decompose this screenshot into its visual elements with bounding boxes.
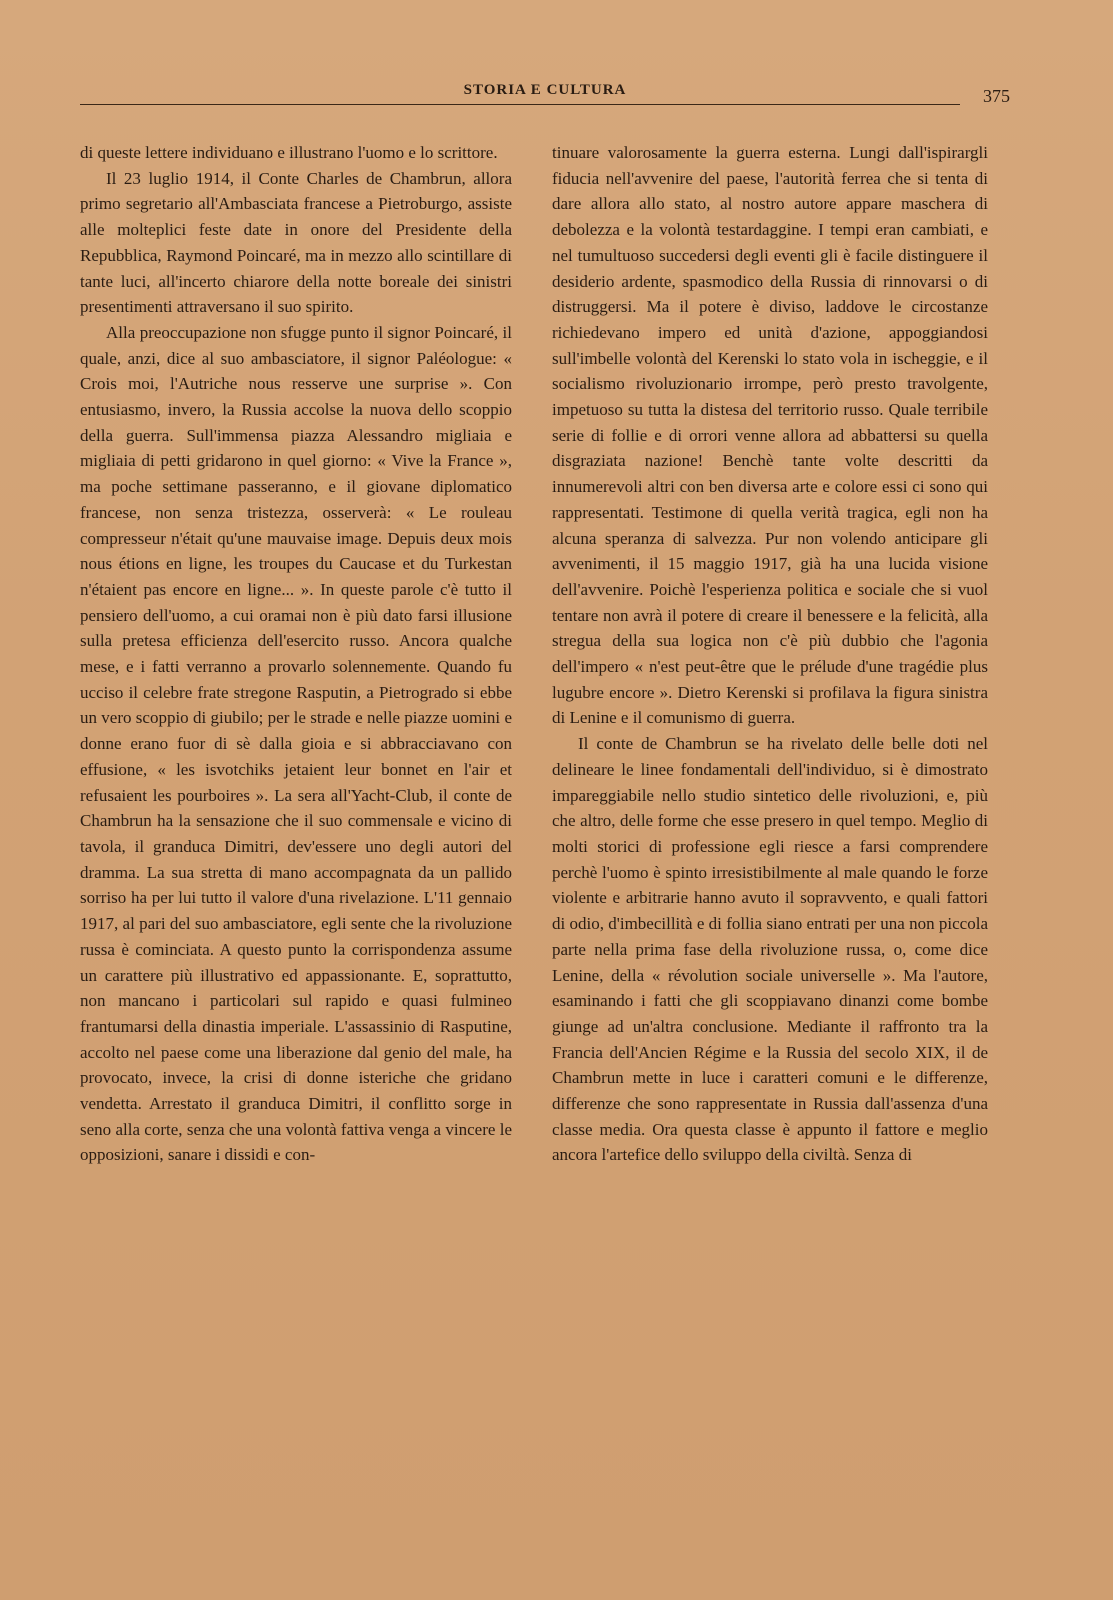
paragraph: Il conte de Chambrun se ha rivelato delle belle doti nel delineare le linee fondamentali dell'individuo, si è dimostrato impareggiabile nello studio sintetico delle rivoluzioni, e, più che altro, delle forme che esse presero in quel tempo. Meglio di molti storici di professione egli riesce a farsi comprendere perchè l'uomo è spinto irresistibilmente al male quando le forze violente e arbitrarie hanno avuto il sopravvento, e quali fattori di odio, d'imbecillità e di follia siano entrati per una non piccola parte nella prima fase della rivoluzione russa, o, come dice Lenine, della « révolution sociale universelle ». Ma l'autore, esaminando i fatti che gli scoppiavano dinanzi come bombe giunge ad un'altra conclusione. Mediante il raffronto tra la Francia dell'Ancien Régime e la Russia del secolo XIX, il de Chambrun mette in luce i caratteri comuni e le differenze, differenze che sono rappresentate in Russia dall'assenza d'una classe media. Ora questa classe è appunto il fattore e meglio ancora l'artefice dello sviluppo della civiltà. Senza di: [552, 734, 988, 1165]
running-header: [80, 82, 1010, 112]
paragraph: di queste lettere individuano e illustrano l'uomo e lo scrittore.: [80, 143, 498, 162]
left-column: [80, 140, 512, 1168]
right-column: [552, 140, 988, 1168]
header-rule: [80, 104, 960, 105]
paragraph: tinuare valorosamente la guerra esterna. Lungi dall'ispirargli fiducia nell'avvenire del paese, l'autorità ferrea che si tenta di dare allora allo stato, al nostro autore appare maschera di debolezza e la volontà testardaggine. I tempi eran cambiati, e nel tumultuoso succedersi degli eventi gli è facile distinguere il desiderio ardente, spasmodico della Russia di rinnovarsi o di distruggersi. Ma il potere è diviso, laddove le circostanze richiedevano impero ed unità d'azione, appoggiandosi sull'imbelle volontà del Kerenski lo stato vola in ischeggie, e il socialismo rivoluzionario irrompe, però presto travolgente, impetuoso su tutta la distesa del territorio russo. Quale terribile serie di follie e di orrori venne allora ad abbattersi su quella disgraziata nazione! Benchè tante volte descritti da innumerevoli altri con ben diversa arte e colore essi ci sono qui rappresentati. Testimone di quella verità tragica, egli non ha alcuna speranza di salvezza. Pur non volendo anticipare gli avvenimenti, il 15 maggio 1917, già ha una lucida visione dell'avvenire. Poichè l'esperienza politica e sociale che si vuol tentare non avrà il potere di creare il benessere e la felicità, alla stregua della sua logica non c'è più dubbio che l'agonia dell'impero « n'est peut-être que le prélude d'une tragédie plus lugubre encore ». Dietro Kerenski si profilava la figura sinistra di Lenine e il comunismo di guerra.: [552, 143, 988, 728]
section-title: STORIA E CULTURA: [463, 82, 627, 98]
paragraph: Alla preoccupazione non sfugge punto il signor Poincaré, il quale, anzi, dice al suo ambasciatore, il signor Paléologue: « Crois moi, l'Autriche nous resserve une surprise ». Con entusiasmo, invero, la Russia accolse la nuova dello scoppio della guerra. Sull'immensa piazza Alessandro migliaia e migliaia di petti gridarono in quel giorno: « Vive la France », ma poche settimane passeranno, e il giovane diplomatico francese, non senza tristezza, osserverà: « Le rouleau compresseur n'était qu'une mauvaise image. Depuis deux mois nous étions en ligne, les troupes du Caucase et du Turkestan n'étaient pas encore en ligne... ». In queste parole c'è tutto il pensiero dell'uomo, a cui oramai non è più dato farsi illusione sulla pretesa efficienza dell'esercito russo. Ancora qualche mese, e i fatti verranno a provarlo solennemente. Quando fu ucciso il celebre frate stregone Rasputin, a Pietrogrado si ebbe un vero scoppio di giubilo; per le strade e nelle piazze uomini e donne erano fuor di sè dalla gioia e si abbracciavano con effusione, « les isvotchiks jetaient leur bonnet en l'air et refusaient les pourboires ». La sera all'Yacht-Club, il conte de Chambrun ha la sensazione che il suo commensale e vicino di tavola, il granduca Dimitri, dev'essere uno degli autori del dramma. La sua stretta di mano accompagnata da un pallido sorriso ha per lui tutto il valore d'una rivelazione. L'11 gennaio 1917, al pari del suo ambasciatore, egli sente che la rivoluzione russa è cominciata. A questo punto la corrispondenza assume un carattere più illustrativo ed appassionante. E, soprattutto, non mancano i particolari sul rapido e quasi fulmineo frantumarsi della dinastia imperiale. L'assassinio di Rasputine, accolto nel paese come una liberazione dal genio del male, ha provocato, invece, la crisi di donne isteriche che gridano vendetta. Arrestato il granduca Dimitri, il conflitto sorge in seno alla corte, senza che una volontà fattiva venga a vincere le opposizioni, sanare i dissidi e con-: [80, 322, 512, 1165]
paragraph: Il 23 luglio 1914, il Conte Charles de Chambrun, allora primo segretario all'Ambasciata francese a Pietroburgo, assiste alle molteplici feste date in onore del Presidente della Repubblica, Raymond Poincaré, ma in mezzo allo scintillare di tante luci, all'incerto chiarore della notte boreale dei sinistri presentimenti attraversano il suo spirito.: [80, 168, 512, 317]
page-number: 375: [983, 86, 1010, 106]
